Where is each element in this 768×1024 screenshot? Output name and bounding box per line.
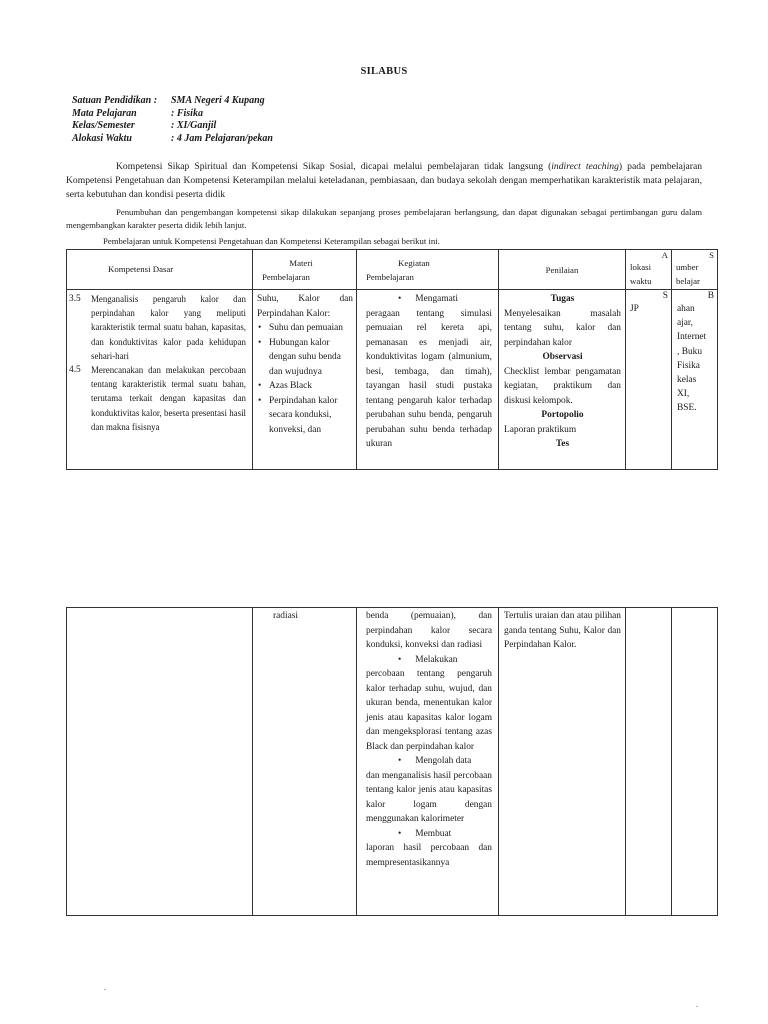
header-kompetensi-dasar (67, 250, 253, 290)
header-label: belajar (676, 276, 700, 286)
sumber-line: Fisika (677, 360, 700, 371)
header-alokasi-waktu (626, 250, 672, 290)
assessment-text: Menyelesaikan masalah tentang suhu, kalor dan perpindahan kalor (504, 308, 621, 348)
paragraph-text: ) pada pembelajaran Kompetensi Pengetahuan dan Kompetensi Keterampilan melalui keteladanan, pembiasaan, dan budaya sekolah dengan memperhatikan karakteristik mata pelajaran, serta kebutuhan dan kondisi peserta didik (66, 161, 703, 200)
meta-label: Satuan Pendidikan : (72, 95, 158, 106)
meta-value: : XI/Ganjil (171, 120, 217, 131)
penilaian-cell (499, 608, 626, 916)
header-label: S (709, 250, 714, 260)
kegiatan-step-text: percobaan tentang pengaruh kalor terhadap suhu, wujud, dan ukuran benda, menentukan kalor jenis atau kapasitas kalor logam dan mengeksplorasi tentang azas Black dan perpindahan kalor (366, 669, 492, 752)
sumber-line: ahan (677, 304, 695, 314)
kegiatan-step-text: benda (pemuaian), dan perpindahan kalor secara konduksi, konveksi dan radiasi (366, 611, 492, 650)
materi-list (257, 321, 353, 437)
alokasi-cell (626, 290, 672, 470)
list-item: • Perpindahan kalor secara konduksi, konveksi, dan (257, 394, 353, 438)
meta-value: : 4 Jam Pelajaran/pekan (171, 132, 273, 144)
assessment-text: Tertulis uraian dan atau pilihan ganda tentang Suhu, Kalor dan Perpindahan Kalor. (504, 611, 621, 650)
meta-label: Kelas/Semester (72, 120, 135, 131)
kompetensi-dasar-cell (67, 290, 253, 470)
sumber-line: , Buku (677, 346, 703, 357)
intro-paragraph-3: Pembelajaran untuk Kompetensi Pengetahuan dan Kompetensi Keterampilan sebagai berikut ini. (103, 236, 440, 246)
kegiatan-step-head: • Membuat (398, 828, 452, 839)
table-row (67, 290, 718, 470)
kegiatan-step-head: • Mengolah data (398, 756, 472, 766)
table-row (67, 608, 718, 916)
sumber-line: BSE. (677, 403, 697, 414)
meta-value: SMA Negeri 4 Kupang (171, 95, 265, 106)
kegiatan-step-label: Melakukan (415, 654, 458, 665)
kd-number: 4.5 (69, 365, 81, 376)
materi-cell (253, 608, 357, 916)
assessment-text: Laporan praktikum (504, 424, 577, 435)
header-label: umber (676, 262, 699, 272)
kegiatan-step-label: Mengolah data (415, 756, 472, 766)
materi-text: radiasi (273, 611, 298, 621)
kegiatan-step-text: peragaan tentang simulasi pemuaian rel kereta api, pemanasan es menjadi air, konduktivitas logam (almunium, besi, tembaga, dan timah), tayangan hasil studi pustaka tentang pengaruh kalor terhadap perubahan suhu benda, pengaruh perubahan suhu benda terhadap ukuran (366, 308, 492, 449)
header-label: Penilaian (545, 265, 579, 275)
materi-cell (253, 290, 357, 470)
header-label: Materi (289, 258, 313, 268)
meta-row-school (72, 95, 273, 108)
assessment-label: Observasi (542, 352, 583, 362)
sumber-letter: B (707, 291, 714, 301)
header-label: waktu (630, 276, 652, 286)
assessment-label: Tes (555, 439, 570, 449)
kd-number: 3.5 (69, 294, 81, 304)
header-label: Pembelajaran (262, 272, 310, 282)
kegiatan-step-label: Mengamati (415, 294, 458, 304)
materi-intro: Suhu, Kalor dan Perpindahan Kalor: (257, 294, 353, 319)
sumber-line: ajar, (677, 318, 694, 329)
kegiatan-cell (357, 608, 499, 916)
kegiatan-step-text: dan menganalisis hasil percobaan tentang kalor jenis atau kapasitas kalor logam dengan menggunakan kalorimeter (366, 770, 492, 824)
header-label: Kompetensi Dasar (108, 264, 174, 274)
intro-paragraph-1 (66, 160, 702, 202)
header-sumber-belajar (672, 250, 718, 290)
penilaian-cell (499, 290, 626, 470)
kegiatan-step-head: • Mengamati (398, 294, 458, 304)
header-label: A (661, 250, 668, 260)
syllabus-table-part-2 (66, 607, 718, 916)
kd-item-4-5 (69, 363, 246, 434)
kegiatan-cell (357, 290, 499, 470)
kegiatan-step-text: laporan hasil percobaan dan mempresentasikannya (366, 843, 492, 868)
intro-paragraph-2: Penumbuhan dan pengembangan kompetensi sikap dilakukan sepanjang proses pembelajaran berlangsung, dan dapat digunakan sebagai pertimbangan guru dalam mengembangkan karakter peserta didik lebih lanjut. (66, 207, 702, 230)
header-penilaian (499, 250, 626, 290)
meta-row-subject (72, 108, 273, 121)
list-item: • Suhu dan pemuaian (257, 321, 353, 336)
kd-text: Merencanakan dan melakukan percobaan tentang karakteristik termal suatu bahan, terutama terkait dengan kapasitas dan konduktivitas kalor, beserta presentasi hasil dan makna fisisnya (91, 365, 246, 432)
sumber-line: Internet (677, 332, 707, 343)
assessment-text: Checklist lembar pengamatan kegiatan, praktikum dan diskusi kelompok. (504, 366, 621, 406)
header-label: Kegiatan (398, 258, 430, 268)
alokasi-value: JP (630, 304, 639, 314)
assessment-label: Portopolio (541, 410, 584, 420)
kd-text: Menganalisis pengaruh kalor dan perpindahan kalor yang meliputi karakteristik termal suatu bahan, kapasitas, dan konduktivitas kalor pada kehidupan sehari-hari (91, 294, 246, 361)
syllabus-table-part-1 (66, 249, 718, 470)
header-label: lokasi (630, 262, 652, 272)
sumber-line: XI, (677, 389, 690, 400)
table-header-row (67, 250, 718, 290)
list-item: • Azas Black (257, 379, 353, 394)
kegiatan-step-head: • Melakukan (398, 654, 458, 665)
kd-item-3-5 (69, 292, 246, 363)
paragraph-italic-text: indirect teaching (551, 161, 619, 172)
scan-speck: . (696, 1000, 698, 1009)
list-item: • Hubungan kalor dengan suhu benda dan wujudnya (257, 336, 353, 380)
scan-speck: . (104, 983, 106, 992)
identity-block (72, 95, 273, 145)
sumber-cell (672, 290, 718, 470)
meta-row-class (72, 120, 273, 133)
meta-label: Alokasi Waktu (72, 132, 132, 144)
alokasi-letter: S (662, 291, 668, 301)
sumber-cell (672, 608, 718, 916)
alokasi-cell (626, 608, 672, 916)
assessment-label: Tugas (550, 294, 575, 304)
header-kegiatan (357, 250, 499, 290)
paragraph-text: Kompetensi Sikap Spiritual dan Kompetensi Sikap Sosial, dicapai melalui pembelajaran tidak langsung ( (116, 161, 552, 172)
header-label: Pembelajaran (366, 272, 414, 282)
page-title: SILABUS (360, 66, 408, 77)
kegiatan-step-label: Membuat (415, 828, 452, 839)
sumber-line: kelas (677, 375, 697, 386)
meta-value: : Fisika (171, 107, 203, 119)
kompetensi-dasar-cell (67, 608, 253, 916)
meta-row-time (72, 133, 273, 146)
header-materi (253, 250, 357, 290)
meta-label: Mata Pelajaran (72, 107, 137, 119)
